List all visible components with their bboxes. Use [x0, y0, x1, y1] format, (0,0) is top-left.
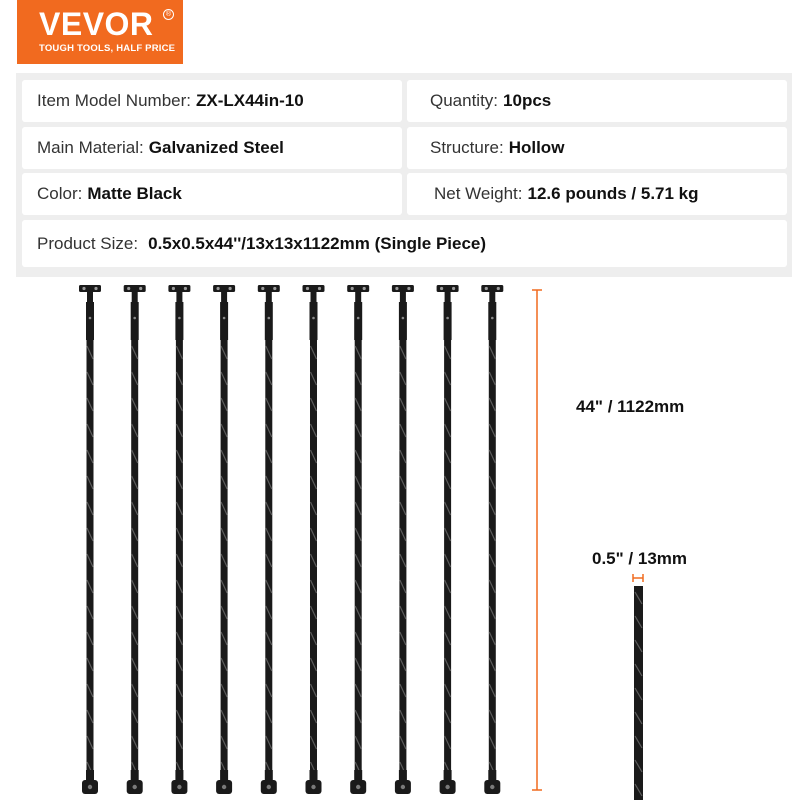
bracket-stem	[311, 291, 317, 303]
spec-value: 0.5x0.5x44''/13x13x1122mm (Single Piece)	[148, 233, 487, 253]
set-screw	[268, 317, 271, 320]
baluster	[168, 285, 190, 794]
spec-label: Product Size:	[37, 233, 139, 253]
spec-label: Net Weight:	[434, 184, 523, 203]
top-bracket	[124, 285, 146, 292]
spec-label: Item Model Number:	[37, 91, 191, 110]
spec-label: Main Material:	[37, 138, 144, 157]
set-screw	[357, 317, 360, 320]
brand-tagline: TOUGH TOOLS, HALF PRICE	[39, 43, 176, 54]
baluster	[392, 285, 414, 794]
bracket-stem	[221, 291, 227, 303]
screw-hole	[485, 287, 488, 290]
spec-label: Quantity:	[430, 91, 499, 110]
set-screw	[223, 317, 226, 320]
top-bracket	[392, 285, 414, 292]
top-bracket	[79, 285, 101, 292]
shoe-screw	[222, 785, 226, 789]
bracket-stem	[266, 291, 272, 303]
screw-hole	[229, 287, 232, 290]
shoe-screw	[267, 785, 271, 789]
spec-value: Matte Black	[87, 184, 182, 203]
set-screw	[491, 317, 494, 320]
baluster	[303, 285, 325, 794]
bracket-stem	[87, 291, 93, 303]
upper-section	[175, 302, 183, 340]
top-bracket	[437, 285, 459, 292]
top-bracket	[258, 285, 280, 292]
length-dimension-label: 44" / 1122mm	[576, 397, 685, 416]
screw-hole	[306, 287, 309, 290]
upper-section	[354, 302, 362, 340]
screw-hole	[452, 287, 455, 290]
registered-mark: ®	[163, 9, 174, 20]
bracket-stem	[400, 291, 406, 303]
bracket-stem	[176, 291, 182, 303]
spec-value: Hollow	[508, 138, 565, 157]
baluster	[124, 285, 146, 794]
shoe-screw	[356, 785, 360, 789]
set-screw	[446, 317, 449, 320]
screw-hole	[318, 287, 321, 290]
shoe-screw	[311, 785, 315, 789]
upper-section	[220, 302, 228, 340]
set-screw	[178, 317, 181, 320]
spec-value: Galvanized Steel	[148, 138, 284, 157]
width-dimension-label: 0.5" / 13mm	[592, 549, 688, 568]
shoe-screw	[88, 785, 92, 789]
set-screw	[89, 317, 92, 320]
upper-section	[86, 302, 94, 340]
width-dimension-marker	[633, 574, 643, 582]
top-bracket	[213, 285, 235, 292]
upper-section	[131, 302, 139, 340]
bracket-stem	[489, 291, 495, 303]
top-bracket	[481, 285, 503, 292]
upper-section	[399, 302, 407, 340]
baluster	[437, 285, 459, 794]
shoe-screw	[401, 785, 405, 789]
screw-hole	[217, 287, 220, 290]
screw-hole	[82, 287, 85, 290]
set-screw	[133, 317, 136, 320]
top-bracket	[347, 285, 369, 292]
bracket-stem	[355, 291, 361, 303]
spec-value: 10pcs	[503, 91, 552, 110]
bracket-stem	[445, 291, 451, 303]
single-baluster-detail	[634, 586, 643, 800]
set-screw	[402, 317, 405, 320]
spec-value: 12.6 pounds / 5.71 kg	[527, 184, 699, 203]
upper-section	[310, 302, 318, 340]
screw-hole	[395, 287, 398, 290]
upper-section	[265, 302, 273, 340]
top-bracket	[303, 285, 325, 292]
shoe-screw	[445, 785, 449, 789]
brand-name: VEVOR	[39, 6, 154, 42]
screw-hole	[273, 287, 276, 290]
upper-section	[444, 302, 452, 340]
set-screw	[312, 317, 315, 320]
screw-hole	[127, 287, 130, 290]
screw-hole	[440, 287, 443, 290]
screw-hole	[363, 287, 366, 290]
screw-hole	[407, 287, 410, 290]
shoe-screw	[133, 785, 137, 789]
screw-hole	[94, 287, 97, 290]
spec-label: Color:	[37, 184, 83, 203]
spec-label: Structure:	[430, 138, 504, 157]
length-dimension-line	[532, 290, 542, 790]
baluster-group	[79, 285, 503, 794]
screw-hole	[497, 287, 500, 290]
baluster	[258, 285, 280, 794]
screw-hole	[139, 287, 142, 290]
baluster	[79, 285, 101, 794]
top-bracket	[168, 285, 190, 292]
screw-hole	[351, 287, 354, 290]
shoe-screw	[177, 785, 181, 789]
baluster	[481, 285, 503, 794]
baluster	[347, 285, 369, 794]
screw-hole	[184, 287, 187, 290]
baluster	[213, 285, 235, 794]
shoe-screw	[490, 785, 494, 789]
bracket-stem	[132, 291, 138, 303]
upper-section	[488, 302, 496, 340]
screw-hole	[261, 287, 264, 290]
screw-hole	[172, 287, 175, 290]
spec-value: ZX-LX44in-10	[196, 91, 304, 110]
